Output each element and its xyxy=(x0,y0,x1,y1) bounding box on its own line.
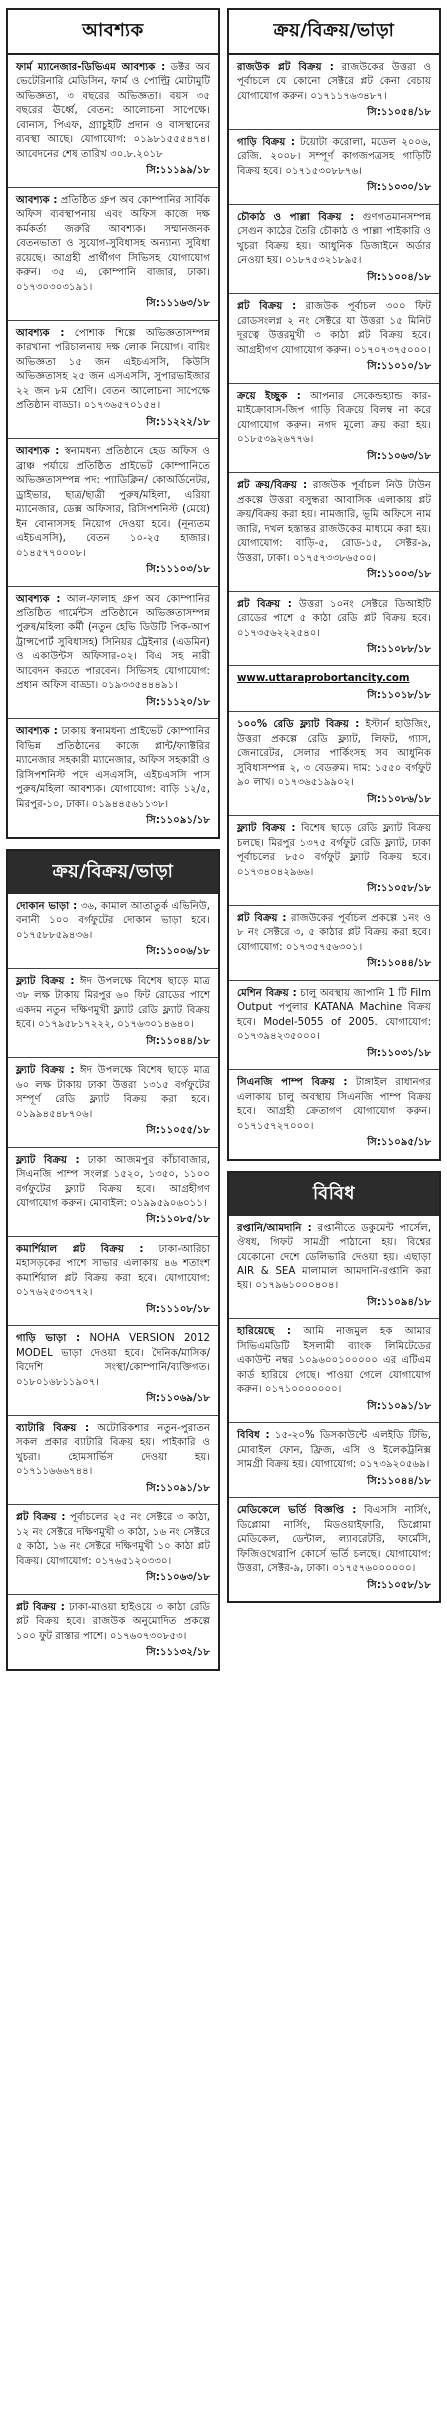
ad-ref: সি:১১০৫৮/১৮ xyxy=(367,883,431,895)
ad-item[interactable] xyxy=(8,719,218,836)
ad-title: ১০০% রেডি ফ্ল্যাট বিক্রয় : xyxy=(237,719,360,731)
ad-ref: সি:১১০৫৪/১৮ xyxy=(367,107,431,119)
ad-ref: সি:১১০৯৪/১৮ xyxy=(367,1296,431,1308)
ad-title: রপ্তানি/আমদানি : xyxy=(237,1222,312,1234)
ad-title: প্লট বিক্রয় : xyxy=(16,1601,65,1613)
ad-ref: সি:১১০০৬/১৮ xyxy=(146,946,210,958)
ad-item[interactable] xyxy=(229,906,439,981)
ad-body: আপনার সেকেন্ডহ্যান্ড কার-মাইক্রোবাস-জিপ গাড়ি বিক্রয়ে বিলম্ব না করে যোগাযোগ করুন। নগদ মূল্যে ক্রয় করা হয়। ০১৮৫৩৯২৬৭৭৬। xyxy=(237,390,431,446)
ad-title: গাড়ি বিক্রয় : xyxy=(237,136,295,148)
ad-body: বিশেষ ছাড়ে রেডি ফ্ল্যাট বিক্রয় চলছে। মিরপুর ১৩৭৫ বর্গফুট রেডি ফ্ল্যাট, ঢাকা পূর্বাচলের ৮৫০ বর্গফুট ফ্ল্যাট বিক্রয় হবে। ০১৭৩৪০৪২৯৬৬। xyxy=(237,823,432,878)
ad-item[interactable] xyxy=(229,712,439,816)
ad-title: ফার্ম ম্যানেজার-ডিভিএম আবশ্যক : xyxy=(16,62,166,73)
ad-title: প্লট ক্রয়/বিক্রয় : xyxy=(237,480,308,492)
ad-title: আবশ্যক : xyxy=(16,593,61,605)
ad-item[interactable] xyxy=(229,1498,439,1601)
ad-ref: সি:১১০৯১/১৮ xyxy=(146,1482,210,1494)
ad-ref: সি:১১০৮৬/১৮ xyxy=(367,793,431,805)
ad-title: ফ্ল্যাট বিক্রয় : xyxy=(16,975,75,987)
ad-item[interactable] xyxy=(8,894,218,969)
ad-ref: সি:১১০৯১/১৮ xyxy=(146,815,210,827)
ad-title: প্লট বিক্রয় : xyxy=(16,1512,66,1524)
ad-ref: সি:১১০১০/১৮ xyxy=(367,361,431,373)
ad-body: ১৫-২০% ডিসকাউন্টে এলইডি টিভি, মোবাইল ফোন, ফ্রিজ, এসি ও ইলেকট্রনিক্স সামগ্রী বিক্রয় হয়। যোগাযোগ: ০১৭৩৯২০৫৬৯। xyxy=(237,1430,432,1471)
ad-item[interactable] xyxy=(229,1423,439,1498)
ad-ref: সি:১১১৬৩/১৮ xyxy=(146,298,210,310)
ad-body: আল-ফালাহ গ্রুপ অব কোম্পানির প্রতিষ্ঠিত গার্মেন্টস প্রতিষ্ঠানে অভিজ্ঞতাসম্পন্ন পুরুষ/মহিলা কর্মী (নতুন হেভি ডিউটি পিক-আপ ট্রান্সপোর্ট সুবিধাসহ) সিনিয়র ট্রেইনার (এডমিন) ও একাউন্টস অফিসার-০২। বিএ সহ নারী আবেদন করতে পারবেন। সিভিসহ যোগাযোগ: প্রধান অফিস বাড্ডা। ০১৯৩৩৫৪৪৪৯১। xyxy=(16,593,210,692)
ad-ref: সি:১১০৩০/১৮ xyxy=(367,182,431,194)
ad-ref: সি:১১০৪৪/১৮ xyxy=(367,958,431,970)
ad-ref: সি:১১০৮৮/১৮ xyxy=(367,643,431,655)
ad-title: ক্রয়ে ইচ্ছুক : xyxy=(237,390,301,402)
ad-item[interactable] xyxy=(8,1058,218,1147)
ad-ref: সি:১১০৮৫/১৮ xyxy=(146,1214,210,1226)
ad-body: রপ্তানীতে ডকুমেন্ট পার্সেল, ঔষধ, গিফট সামগ্রী পাঠানো হয়। বিশ্বের যেকোনো দেশে ডেলিভারি দেওয়া হয়। এছাড়া AIR & SEA মালামাল আমদানি-রপ্তানি করা হয়। ০১৭৯৬১০০০৪০৪। xyxy=(237,1222,431,1292)
ad-body: বিএসসি নার্সিং, ডিপ্লোমা নার্সিং, মিডওয়াইফারি, ডিপ্লোমা মেডিকেল, ডেন্টাল, ল্যাবরেটরি, ফার্মেসি, ফিজিওথেরাপি কোর্সে ভর্তি চলছে। যোগাযোগ: উত্তরা, সেক্টর-৯, ঢাকা। ০১৭৫৭৬০০০০০০। xyxy=(237,1505,432,1575)
ad-title: ফ্ল্যাট বিক্রয় : xyxy=(16,1154,80,1166)
ad-title: গাড়ি ভাড়া : xyxy=(16,1333,81,1345)
ad-item[interactable] xyxy=(229,1216,439,1320)
section-title-buy-sell-rent: ক্রয়/বিক্রয়/ভাড়া xyxy=(229,10,439,55)
ad-item[interactable] xyxy=(229,816,439,905)
ad-body: আমি নাজমুল হক আমার সিভিএমডিটি ইসলামী ব্যাংক লিমিটেডের একাউন্ট নম্বর ১০৯৬০০১০০০০০ এর এটিএম কার্ড হারিয়ে গেছে। পাওয়া গেলে যোগাযোগ করুন। ০১৭১০০০০০০০। xyxy=(237,1326,431,1396)
ad-ref: সি:১১০৬৩/১৮ xyxy=(367,450,431,462)
ad-body: ৩৬, কামাল আতাতুর্ক এভিনিউ, বনানী ১০০ বর্গফুটের দোকান ভাড়া হবে। ০১৭৫৮৮৫৯৪৩৬। xyxy=(16,900,210,941)
ad-title: আবশ্যক : xyxy=(16,726,58,738)
ad-ref: সি:১১১৯৯/১৮ xyxy=(146,165,210,177)
ad-ref: সি:১১২২২/১৮ xyxy=(146,416,210,428)
ad-item[interactable] xyxy=(8,1505,218,1594)
ad-body: প্রতিষ্ঠিত গ্রুপ অব কোম্পানির সার্বিক অফিস ব্যবস্থাপনায় এবং অফিস কাজে দক্ষ কর্মকর্তা জরুরি আবশ্যক। সম্মানজনক বেতনভাতা ও সুযোগ-সুবিধাসহ অন্যান্য সুবিধা রয়েছে। আগ্রহী প্রার্থীগণ সিভিসহ যোগাযোগ করুন। ৩৫ এ, কোম্পানি বাজার, ঢাকা। ০১৭৩০৩০৩১৯১। xyxy=(16,194,210,293)
ad-body: ঢাকায় স্বনামধন্য প্রাইভেট কোম্পানির বিভিন্ন প্রতিষ্ঠানের কাজে প্লান্ট/ফ্যাক্টরির ম্যানেজার সহকারী ম্যানেজার, অফিস সহকারী ও রিসিপশনিস্ট পদে এসএসসি, এইচএসসি পাস পুরুষ/মহিলা আবশ্যক। যোগাযোগ: বাড়ি ১২/৫, মিরপুর-১০, ঢাকা। ০১৯৪৪৫৬১১৩৮। xyxy=(16,726,210,810)
ad-body: পোশাক শিল্পে অভিজ্ঞতাসম্পন্ন কারখানা পরিচালনায় দক্ষ লোক নিয়োগ। বায়িং অভিজ্ঞতা ১৫ জন এইচএসসি, কিউসি অভিজ্ঞতাসহ ২৫ জন এসএসসি, সুপারভাইজার ২২ জন ৮ম শ্রেণি। বেতন আলোচনা সাপেক্ষে প্রতিষ্ঠান বাড্ডা। ০১৭৩৬৫৭০১৫৪। xyxy=(16,327,210,412)
section-wanted xyxy=(6,8,220,839)
ad-title: আবশ্যক : xyxy=(16,194,58,206)
ad-item[interactable] xyxy=(229,294,439,383)
ad-body: রাজউক পূর্বাচল নিউ টাউন প্রকল্পে উত্তরা বসুন্ধরা আবাসিক এলাকায় প্লট ক্রয়/বিক্রয় করা হয়। নামজারি, ভূমি অফিসে নাম জারি, দখল হস্তান্তর রাজউকের মাধ্যমে করা হয়। যোগাযোগ: বাড়ি-৫, রোড-১৫, সেক্টর-৯, উত্তরা, ঢাকা। ০১৭৫৭৩৩৮৬৫০০। xyxy=(237,480,431,564)
ad-item[interactable] xyxy=(8,587,218,720)
ad-body: টয়োটা করোলা, মডেল ২০০৬, রেজি. ২০০৮। সম্পূর্ণ কাগজপত্রসহ গাড়িটি বিক্রয় হবে। ০১৭১৫৩০৮৮৭৬। xyxy=(237,136,431,177)
ad-ref: সি:১১১২০/১৮ xyxy=(146,696,210,708)
website-link[interactable]: www.uttaraprobortancity.com xyxy=(237,673,410,685)
ad-ref: সি:১১০৩১/১৮ xyxy=(367,1047,431,1059)
ad-item[interactable] xyxy=(229,473,439,591)
ad-body: রাজউক পূর্বাচল ৩০০ ফিট রোডসংলগ্ন ২ নং সেক্টরে যা উত্তরা ১৫ মিনিট দূরত্বে উত্তরমুখী ৩ কাঠা প্লট বিক্রয় হবে। আগ্রহীগণ যোগাযোগ করুন। ০১৭০৭৩৭৫০০০। xyxy=(237,301,431,356)
ad-body: চালু অবস্থায় জাপানি 1 টি Film Output পপুলার KATANA Machine বিক্রয় হবে। Model-5055 of 2005. যোগাযোগ: ০১৭৩৯৪২৩৫০০০। xyxy=(237,987,431,1043)
ad-title: রাজউক প্লট বিক্রয় : xyxy=(237,62,334,73)
section-title-misc: বিবিধ xyxy=(229,1173,439,1216)
ad-ref: সি:১১০৯১/১৮ xyxy=(367,1400,431,1412)
ad-item[interactable] xyxy=(8,439,218,586)
ad-title: ফ্ল্যাট বিক্রয় : xyxy=(237,823,296,835)
ad-title: বিবিধ : xyxy=(237,1430,270,1442)
ad-item[interactable] xyxy=(8,1237,218,1326)
ad-item[interactable] xyxy=(8,55,218,188)
right-column xyxy=(227,8,441,1613)
ad-ref: সি:১১০৫৫/১৮ xyxy=(146,1125,210,1137)
ad-body: গুণগতমানসম্পন্ন সেগুন কাঠের তৈরি চৌকাঠ ও পাল্লা পাইকারি ও খুচরা বিক্রয় হয়। আধুনিক ডিজাইনে অর্ডার নেওয়া হয়। ০১৮৭৫৩২১৮৯৫। xyxy=(237,211,431,267)
ad-title: মেশিন বিক্রয় : xyxy=(237,987,297,999)
ad-ref: সি:১১১০৮/১৮ xyxy=(146,1303,210,1315)
section-misc xyxy=(227,1171,441,1604)
ad-item[interactable] xyxy=(8,1595,218,1669)
ad-item[interactable] xyxy=(229,130,439,205)
ad-item[interactable] xyxy=(229,981,439,1070)
ad-ref: সি:১১০৪৪/১৮ xyxy=(146,1035,210,1047)
ad-title: প্লট বিক্রয় : xyxy=(237,912,287,924)
ad-body: রাজউকের উত্তরা ও পূর্বাচলে যে কোনো সেক্টরে প্লট কেনা বেচায় যোগাযোগ করুন। ০১৭১১৭৬৩৪৮৭। xyxy=(237,62,431,102)
ad-item[interactable] xyxy=(8,1416,218,1505)
ad-title: হারিয়েছে : xyxy=(237,1326,291,1338)
ad-body: ঈদ উপলক্ষে বিশেষ ছাড়ে মাত্র ৩৮ লক্ষ টাকায় মিরপুর ৬০ ফিট রোডের পাশে একদম নতুন দক্ষিণমুখী ফ্ল্যাট রেডি ফ্ল্যাট বিক্রয় হবে। ০১৭৯৫৮১৭২২২, ০১৭৬৩০১৪৬৪০। xyxy=(16,975,210,1031)
ad-body: ঢাকা-মাওয়া হাইওয়ে ৩ কাঠা রেডি প্লট বিক্রয় হবে। রাজউক অনুমোদিত প্রকল্পে ১০০ ফুট রাস্তার পাশে। ০১৭৬০৭৩০৮৫৩। xyxy=(16,1601,211,1642)
ad-item[interactable] xyxy=(229,1070,439,1158)
ad-item[interactable] xyxy=(229,205,439,294)
ad-body: ইস্টার্ন হাউজিং, উত্তরা প্রকল্পে রেডি ফ্ল্যাট, লিফট, গ্যাস, জেনারেটর, সেলার পার্কিংসহ সব আধুনিক সুবিধাসম্পন্ন ২, ৩ বেডরুম। দাম: ১৫৫০ বর্গফুট ৯০ লাখ। ০১৭৩৬৫১৯৯০২। xyxy=(237,719,431,789)
ad-body: পূর্বাচলের ২৫ নং সেক্টরে ৩ কাঠা, ১২ নং সেক্টরে দক্ষিণমুখী ৩ কাঠা, ১৬ নং সেক্টরে ৫ কাঠা, ১৬ নং সেক্টরে দক্ষিণমুখী ১০ কাঠা প্লট বিক্রয়। যোগাযোগ: ০১৭৬৫১২০৩৩০। xyxy=(16,1512,210,1567)
ad-title: ব্যাটারি বিক্রয় : xyxy=(16,1422,90,1434)
ad-ref: সি:১১০৪৪/১৮ xyxy=(367,1475,431,1487)
ad-item[interactable] xyxy=(229,384,439,473)
ad-item-website[interactable] xyxy=(229,666,439,712)
ad-item[interactable] xyxy=(229,55,439,130)
ad-title: ফ্ল্যাট বিক্রয় : xyxy=(16,1065,75,1077)
ad-title: প্লট বিক্রয় : xyxy=(237,301,297,313)
ad-ref: সি:১১০০৪/১৮ xyxy=(367,271,431,283)
ad-body: ঈদ উপলক্ষে বিশেষ ছাড়ে মাত্র ৬০ লক্ষ টাকায় ঢাকা উত্তরা ১৩১৫ বর্গফুটের সম্পূর্ণ রেডি ফ্ল্যাট বিক্রয় করা হবে। ০১৯৯৪৫৪৮৭০৬। xyxy=(16,1065,210,1120)
ad-body: অটোরিকশার নতুন-পুরাতন সকল প্রকার ব্যাটারি বিক্রয় হয়। পাইকারি ও খুচরা। হোমসার্ভিস দেওয়া হয়। ০১৭১১৬৬৬৭৪৪। xyxy=(16,1422,211,1478)
ad-ref: সি:১১০৬৩/১৮ xyxy=(146,1572,210,1584)
left-column xyxy=(6,8,220,1681)
ad-item[interactable] xyxy=(229,592,439,667)
ad-item[interactable] xyxy=(8,188,218,321)
ad-title: চৌকাঠ ও পাল্লা বিক্রয় : xyxy=(237,211,355,223)
ad-title: প্লট বিক্রয় : xyxy=(237,598,292,610)
ad-title: আবশ্যক : xyxy=(16,327,65,339)
ad-ref: সি:১১০৯৫/১৮ xyxy=(367,1137,431,1149)
ad-title: সিএনজি পাম্প বিক্রয় : xyxy=(237,1077,348,1089)
ad-item[interactable] xyxy=(8,969,218,1058)
section-buy-sell-rent-left xyxy=(6,849,220,1671)
ad-body: স্বনামধন্য প্রতিষ্ঠানে হেড অফিস ও ব্রাঞ্চ পর্যায়ে প্রতিষ্ঠিত প্রাইভেট কোম্পানিতে অভিজ্ঞতাসম্পন্ন পদ: প্যাডিক্লিন/ কোঅর্ডিনেটর, ড্রাইভার, ছাত্র/ছাত্রী পুরুষ/মহিলা, এরিয়া ম্যানেজার, ডেক্স অফিসার, রিসিপশনিস্ট (মেয়ে) ইন বোনাসসহ নিয়োগ দেওয়া হবে। (নূন্যতম এইচএসসি), বেতন ১০-২৫ হাজার। ০১৪৫৭৭০০০৮। xyxy=(16,446,210,559)
ad-body: টাঙ্গাইল রাধানগর এলাকায় চালু অবস্থায় সিএনজি পাম্প বিক্রয় হবে। আগ্রহী ক্রেতাগণ যোগাযোগ করুন। ০১৭১৫৭২৭০০০। xyxy=(237,1077,431,1132)
ad-title: আবশ্যক : xyxy=(16,446,60,458)
ad-body: ডক্টর অব ভেটেরিনারি মেডিসিন, ফার্ম ও পোল্ট্রি মোটামুটি অভিজ্ঞতা, ৩ বছরের অভিজ্ঞতা। বয়স ৩৫ বছরের ঊর্ধ্বে, বেতন: আলোচনা সাপেক্ষে। বোনাস, পিএফ, গ্র্যাচুইটি প্রদান ও বাসস্থানের ব্যবস্থা আছে। যোগাযোগ: ০১৯৮১৫৫৫৪৭৪। আবেদনের শেষ তারিখ ৩০.৮.২০১৮ xyxy=(16,62,210,160)
ad-body: উত্তরা ১০নং সেক্টরে ডিআইটি রোডের পাশে ৫ কাঠা রেডি প্লট বিক্রয় হবে। ০১৭৩৫৬২২২৫৪০। xyxy=(237,598,431,639)
ad-body: ঢাকা আজমপুর কাঁচাবাজার, সিএনজি পাম্প সংলগ্ন ১৫২০, ১৩৫০, ১১০০ বর্গফুটের ফ্ল্যাট বিক্রয় হবে। আগ্রহীগণ যোগাযোগ করুন। মোবাইল: ০১৯৯৫৯০৬০১১। xyxy=(16,1154,210,1209)
ad-ref: সি:১১১০৩/১৮ xyxy=(146,564,210,576)
ad-ref: সি:১১০৫৮/১৮ xyxy=(367,1579,431,1591)
ad-ref: সি:১১১৩২/১৮ xyxy=(146,1647,210,1659)
ad-item[interactable] xyxy=(8,321,218,439)
ad-ref: সি:১১০০৩/১৮ xyxy=(367,569,431,581)
ad-item[interactable] xyxy=(8,1148,218,1237)
ad-title: মেডিকেলে ভর্তি বিজ্ঞপ্তি : xyxy=(237,1505,357,1517)
ad-body: ঢাকা-আরিচা মহাসড়কের পাশে সাভার এলাকায় ৪৬ শতাংশ কমার্শিয়াল প্লট বিক্রয় করা হবে। যোগাযোগ: ০১৭৬২৫৩৩৭৭২। xyxy=(16,1243,210,1299)
ad-body: NOHA VERSION 2012 MODEL ভাড়া দেওয়া হবে। দৈনিক/মাসিক/বিদেশি সংস্থা/কোম্পানি/ব্যক্তিগত। ০১৮০১৬৮১১৯০৭। xyxy=(16,1333,210,1388)
section-buy-sell-rent-right xyxy=(227,8,441,1161)
section-title-wanted: আবশ্যক xyxy=(8,10,218,55)
ad-ref: সি:১১০১৮/১৮ xyxy=(367,689,431,701)
section-title-buy-sell-rent: ক্রয়/বিক্রয়/ভাড়া xyxy=(8,851,218,894)
ad-title: দোকান ভাড়া : xyxy=(16,900,78,912)
ad-item[interactable] xyxy=(229,1319,439,1423)
ad-title: কমার্শিয়াল প্লট বিক্রয় : xyxy=(16,1243,144,1255)
ad-body: রাজউকের পূর্বাচল প্রকল্পে ১নং ও ৮ নং সেক্টরে ৩, ৫ কাঠার প্লট বিক্রয় করা হবে। যোগাযোগ: ০১৭৩৫৭৫৬৩০১। xyxy=(237,912,432,953)
ad-ref: সি:১১০৬৯/১৮ xyxy=(146,1393,210,1405)
ad-item[interactable] xyxy=(8,1326,218,1415)
